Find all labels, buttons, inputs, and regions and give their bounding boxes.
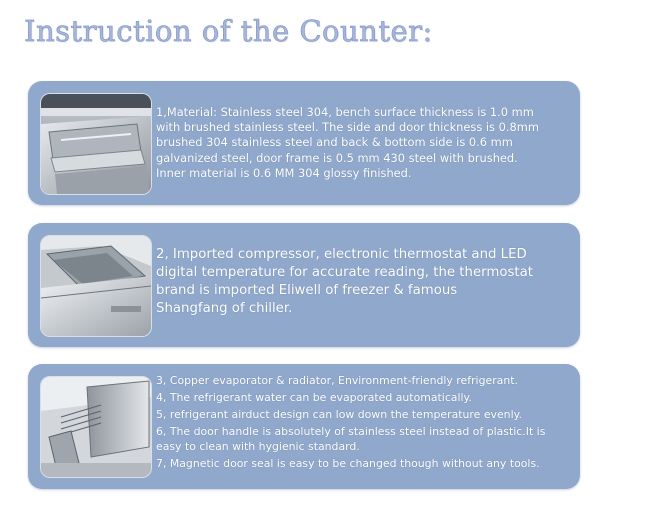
counter-drawer-photo [40,93,152,195]
feature-line: 6, The door handle is absolutely of stainless steel instead of plastic.It is [156,424,546,438]
material-panel [28,81,580,205]
page-title: Instruction of the Counter: [24,14,433,48]
material-line: galvanized steel, door frame is 0.5 mm 430 steel with brushed. [156,150,518,165]
compressor-description [156,246,572,318]
feature-item [156,457,572,472]
features-panel [28,364,580,489]
material-line: brushed 304 stainless steel and back & bottom side is 0.6 mm [156,135,513,150]
feature-item [156,408,572,423]
material-description [156,105,572,181]
feature-line: easy to clean with hygienic standard. [156,439,360,453]
feature-item [156,425,572,455]
counter-top-photo [40,235,152,337]
material-line: with brushed stainless steel. The side and door thickness is 0.8mm [156,120,539,135]
features-list [156,374,572,473]
material-line: 1,Material: Stainless steel 304, bench surface thickness is 1.0 mm [156,105,534,119]
compressor-line: 2, Imported compressor, electronic thermostat and LED [156,247,527,262]
counter-drawer-rail-photo [40,376,152,478]
feature-item [156,374,572,389]
compressor-line: brand is imported Eliwell of freezer & famous [156,283,458,298]
compressor-panel [28,223,580,347]
feature-line: 7, Magnetic door seal is easy to be changed though without any tools. [156,456,540,470]
feature-line: 3, Copper evaporator & radiator, Environment-friendly refrigerant. [156,374,518,387]
compressor-line: Shangfang of chiller. [156,301,293,316]
feature-line: 5, refrigerant airduct design can low down the temperature evenly. [156,407,522,421]
material-line: Inner material is 0.6 MM 304 glossy finished. [156,165,412,180]
feature-item [156,391,572,406]
feature-line: 4, The refrigerant water can be evaporated automatically. [156,390,472,404]
compressor-line: digital temperature for accurate reading, the thermostat [156,265,533,280]
